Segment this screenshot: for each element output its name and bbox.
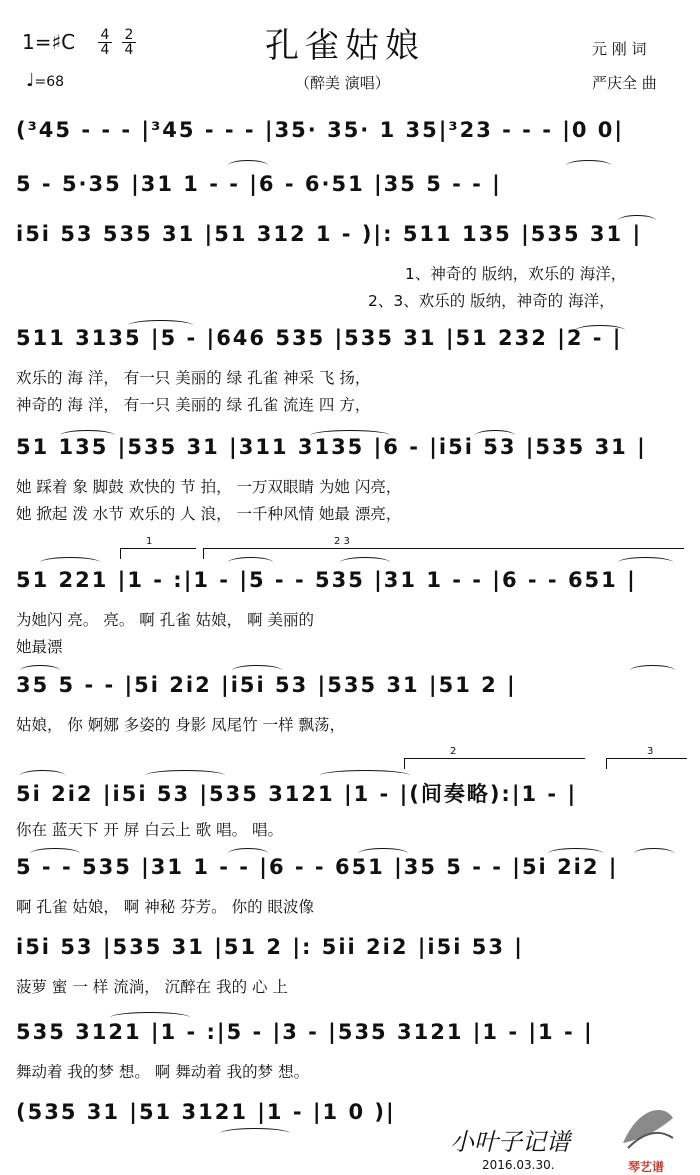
lyric-line: 神奇的 海 洋， 有一只 美丽的 绿 孔雀 流连 四 方， bbox=[16, 396, 371, 414]
notation-row: 35 5 - - |5i 2i2 |i5i 53 |535 31 |51 2 | bbox=[16, 673, 517, 697]
slur-arc bbox=[630, 665, 675, 676]
notation-row: 51 221 |1 - :|1 - |5 - - 535 |31 1 - - |6 - - 651 | bbox=[16, 568, 637, 592]
transcriber-signature: 小叶子记谱 bbox=[450, 1128, 570, 1156]
notation-row: 5 - - 535 |31 1 - - |6 - - 651 |35 5 - - |5i 2i2 | bbox=[16, 855, 619, 879]
notation-row: 511 3135 |5 - |646 535 |535 31 |51 232 |2 - | bbox=[16, 326, 623, 350]
lyric-line: 2、3、欢乐的 版纳，神奇的 海洋， bbox=[368, 292, 615, 310]
slur-arc bbox=[618, 215, 656, 226]
slur-arc bbox=[128, 320, 193, 331]
slur-arc bbox=[310, 430, 390, 441]
tempo-mark: ♩=68 bbox=[26, 70, 65, 91]
slur-arc bbox=[634, 848, 674, 859]
volta-2-3: 2 3 bbox=[203, 548, 684, 559]
lyric-line: 欢乐的 海 洋， 有一只 美丽的 绿 孔雀 神采 飞 扬， bbox=[16, 369, 371, 387]
meter-2-4: $\frac{2}{4}$ bbox=[122, 28, 136, 57]
notation-row: i5i 53 535 31 |51 312 1 - )|: 511 135 |535 31 | bbox=[16, 222, 643, 246]
notation-row: 51 135 |535 31 |311 3135 |6 - |i5i 53 |535 31 | bbox=[16, 435, 647, 459]
lyric-line: 啊 孔雀 姑娘， 啊 神秘 芬芳。 你的 眼波像 bbox=[16, 898, 314, 916]
composer-credit: 严庆全 曲 bbox=[592, 74, 657, 92]
lyric-line: 她最漂 bbox=[16, 638, 63, 656]
notation-row: 535 3121 |1 - :|5 - |3 - |535 3121 |1 - |1 - | bbox=[16, 1020, 594, 1044]
slur-arc bbox=[232, 665, 282, 676]
lyricist-credit: 元 刚 词 bbox=[592, 40, 647, 58]
watermark-logo: 琴艺谱 bbox=[628, 1160, 665, 1174]
slur-arc bbox=[228, 160, 268, 171]
slur-arc bbox=[110, 1012, 190, 1023]
volta-1: 1 bbox=[120, 548, 196, 559]
notation-row: i5i 53 |535 31 |51 2 |: 5ii 2i2 |i5i 53 | bbox=[16, 935, 524, 959]
performer: （醉美 演唱） bbox=[295, 74, 390, 92]
key-signature: 1=♯C bbox=[22, 30, 76, 54]
slur-arc bbox=[320, 770, 410, 781]
notation-row: 5i 2i2 |i5i 53 |535 3121 |1 - |(间奏略):|1 - | bbox=[16, 782, 578, 806]
slur-arc bbox=[575, 325, 625, 336]
slur-arc bbox=[228, 848, 268, 859]
slur-arc bbox=[60, 430, 115, 441]
volta-2: 2 bbox=[404, 758, 585, 769]
transcription-date: 2016.03.30. bbox=[482, 1158, 555, 1172]
slur-arc bbox=[20, 665, 60, 676]
lyric-line: 1、神奇的 版纳，欢乐的 海洋， bbox=[405, 265, 627, 283]
lyric-line: 为她闪 亮。 亮。 啊 孔雀 姑娘， 啊 美丽的 bbox=[16, 611, 314, 629]
notation-row: (³45 - - - |³45 - - - |35· 35· 1 35|³23 - - - |0 0| bbox=[16, 118, 625, 142]
volta-3: 3 bbox=[606, 758, 687, 769]
lyric-line: 舞动着 我的梦 想。 啊 舞动着 我的梦 想。 bbox=[16, 1063, 310, 1081]
slur-arc bbox=[548, 848, 603, 859]
slur-arc bbox=[475, 430, 515, 441]
slur-arc bbox=[220, 1128, 290, 1139]
slur-arc bbox=[358, 848, 408, 859]
slur-arc bbox=[566, 160, 611, 171]
quarter-note-icon: ♩ bbox=[26, 70, 35, 91]
song-title: 孔雀姑娘 bbox=[265, 26, 425, 66]
slur-arc bbox=[145, 770, 225, 781]
meter-4-4: $\frac{4}{4}$ bbox=[98, 28, 112, 57]
lyric-line: 菠萝 蜜 一 样 流淌， 沉醉在 我的 心 上 bbox=[16, 978, 288, 996]
lyric-line: 姑娘， 你 婀娜 多姿的 身影 凤尾竹 一样 飘荡， bbox=[16, 716, 345, 734]
lyric-line: 你在 蓝天下 开 屏 白云上 歌 唱。 唱。 bbox=[16, 821, 283, 839]
leaf-illustration-icon bbox=[618, 1098, 678, 1156]
lyric-line: 她 掀起 泼 水节 欢乐的 人 浪， 一千种风情 她最 漂亮， bbox=[16, 505, 402, 523]
lyric-line: 她 踩着 象 脚鼓 欢快的 节 拍， 一万双眼睛 为她 闪亮， bbox=[16, 478, 402, 496]
slur-arc bbox=[40, 557, 100, 568]
slur-arc bbox=[30, 848, 80, 859]
slur-arc bbox=[20, 770, 65, 781]
notation-row: (535 31 |51 3121 |1 - |1 0 )| bbox=[16, 1100, 396, 1124]
notation-row: 5 - 5·35 |31 1 - - |6 - 6·51 |35 5 - - | bbox=[16, 172, 502, 196]
